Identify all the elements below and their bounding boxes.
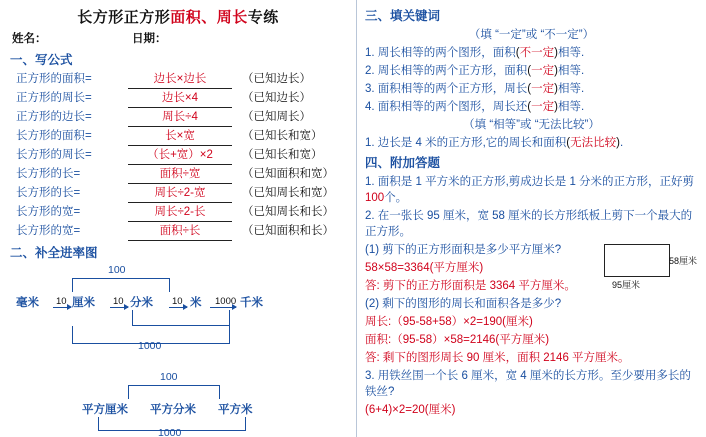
- keyword-pre: 面积相等的两个图形，周长还: [377, 101, 528, 113]
- formula-label: 长方形的面积=: [16, 130, 92, 142]
- unit-km: 千米: [240, 296, 263, 309]
- formula-row: [16, 71, 346, 89]
- keyword-number: 3.: [365, 83, 375, 95]
- question-1: [365, 174, 698, 206]
- keyword-item: 2. 周长相等的两个正方形，面积(一定)相等.: [365, 65, 585, 77]
- formula-label: 长方形的宽=: [16, 225, 81, 237]
- formula-value: 周长÷2-长: [128, 204, 232, 222]
- unit-mm: 毫米: [16, 296, 39, 309]
- right-column: [356, 0, 706, 437]
- keyword-pre: 边长是 4 米的正方形,它的周长和面积: [377, 137, 567, 149]
- step-arrow-4: [210, 307, 236, 308]
- formula-value: 周长÷2-宽: [128, 185, 232, 203]
- formula-row: [16, 223, 346, 241]
- unit-sq-m: 平方米: [218, 403, 253, 416]
- keyword-post: .: [619, 137, 624, 149]
- formula-note: （已知边长）: [242, 73, 311, 85]
- formula-note: （已知面积和长）: [242, 225, 334, 237]
- question-2b-calc-area: 面积:（95-58）×58=2146(平方厘米): [365, 334, 550, 346]
- span-top-box-1: [72, 278, 170, 292]
- keyword-post: 相等.: [557, 47, 585, 59]
- keyword-number: 1.: [365, 47, 375, 59]
- formula-label: 长方形的长=: [16, 168, 81, 180]
- formula-label: 正方形的面积=: [16, 73, 92, 85]
- unit-m: 米: [190, 296, 202, 309]
- unit-dm: 分米: [130, 296, 153, 309]
- keyword-item: 1. 周长相等的两个图形，面积(不一定)相等.: [365, 47, 585, 59]
- keyword-answer: 一定: [531, 83, 555, 95]
- keyword-pre: 周长相等的两个图形，面积: [377, 47, 516, 59]
- area-span-box-1: [128, 385, 220, 399]
- step-arrow-3: [169, 307, 187, 308]
- formula-note: （已知边长）: [242, 92, 311, 104]
- formula-value: （长+宽）×2: [128, 147, 232, 165]
- step-arrow-2: [110, 307, 128, 308]
- question-2: 2. 在一张长 95 厘米，宽 58 厘米的长方形纸板上剪下一个最大的正方形。: [365, 210, 693, 238]
- formula-row: [16, 204, 346, 222]
- formula-value: 面积÷长: [128, 223, 232, 241]
- question-2a: (1) 剪下的正方形面积是多少平方厘米?: [365, 244, 562, 256]
- formula-row: [16, 147, 346, 165]
- keyword-post: 相等.: [557, 65, 585, 77]
- title-part-2: 面积、周长: [170, 9, 248, 26]
- formula-label: 正方形的周长=: [16, 92, 92, 104]
- area-step-label: 100: [160, 370, 178, 383]
- question-2b-answer: 答: 剩下的图形周长 90 厘米，面积 2146 平方厘米。: [365, 352, 630, 364]
- formula-row: [16, 128, 346, 146]
- formula-value: 长×宽: [128, 128, 232, 146]
- formula-note: （已知面积和宽）: [242, 168, 334, 180]
- student-info-line: [12, 30, 346, 46]
- section-1-heading: 一、写公式: [10, 53, 73, 67]
- keyword-number: 1.: [365, 137, 375, 149]
- formula-row: [16, 90, 346, 108]
- step-label-2: 10: [113, 295, 124, 307]
- rectangle-width-label: 95厘米: [612, 280, 641, 290]
- name-label: 姓名：: [12, 33, 47, 45]
- unit-sq-dm: 平方分米: [150, 403, 196, 416]
- formula-note: （已知周长）: [242, 111, 311, 123]
- fill-hint-2: （填 “相等”或 “无法比较”）: [463, 119, 600, 131]
- title-part-3: 专练: [247, 9, 279, 26]
- question-1-text: 1. 面积是 1 平方米的正方形,剪成边长是 1 分米的正方形，正好剪: [365, 176, 695, 188]
- formula-row: [16, 185, 346, 203]
- title-part-1: 长方形正方形: [77, 9, 171, 26]
- formula-label: 长方形的长=: [16, 187, 81, 199]
- unit-sq-cm: 平方厘米: [82, 403, 128, 416]
- question-1-tail: 个。: [384, 192, 408, 204]
- section-4-heading: 四、附加答题: [365, 156, 441, 170]
- fill-hint-1: （填 “一定”或 “不一定”）: [468, 29, 595, 41]
- span-bottom-label: 1000: [138, 339, 162, 352]
- keyword-answer: 不一定: [519, 47, 555, 59]
- question-1-answer: 100: [365, 192, 385, 204]
- keyword-number: 2.: [365, 65, 375, 77]
- formula-label: 正方形的边长=: [16, 111, 92, 123]
- keyword-answer: 一定: [531, 65, 555, 77]
- keyword-answer: 一定: [531, 101, 555, 113]
- rectangle-shape: [604, 244, 670, 277]
- page-title: [10, 6, 346, 27]
- formula-list: [16, 71, 346, 241]
- keyword-number: 4.: [365, 101, 375, 113]
- formula-row: [16, 109, 346, 127]
- keyword-answer: 无法比较: [570, 137, 617, 149]
- length-unit-diagram: [10, 264, 340, 379]
- formula-note: （已知周长和长）: [242, 206, 334, 218]
- formula-value: 边长×边长: [128, 71, 232, 89]
- step-label-3: 10: [172, 295, 183, 307]
- date-label: 日期：: [132, 33, 167, 45]
- question-2a-calc: 58×58=3364(平方厘米): [365, 262, 484, 274]
- rectangle-height-label: 58厘米: [668, 256, 697, 266]
- question-3: 3. 用铁丝围一个长 6 厘米，宽 4 厘米的长方形。至少要用多长的铁丝?: [365, 370, 691, 398]
- question-2b: (2) 剩下的图形的周长和面积各是多少?: [365, 298, 562, 310]
- question-2a-answer: 答: 剪下的正方形面积是 3364 平方厘米。: [365, 280, 576, 292]
- section-2-heading: 二、补全进率图: [10, 245, 98, 260]
- unit-cm: 厘米: [72, 296, 95, 309]
- span-top-label-1: 100: [108, 263, 126, 276]
- formula-label: 长方形的宽=: [16, 206, 81, 218]
- step-arrow-1: [53, 307, 71, 308]
- keyword-post: 相等.: [557, 101, 585, 113]
- formula-note: （已知长和宽）: [242, 130, 323, 142]
- step-label-4: 1000: [215, 295, 237, 307]
- formula-note: （已知周长和宽）: [242, 187, 334, 199]
- formula-label: 长方形的周长=: [16, 149, 92, 161]
- formula-row: [16, 166, 346, 184]
- section-3-heading: 三、填关键词: [365, 9, 441, 23]
- keyword-item-5: 1. 边长是 4 米的正方形,它的周长和面积(无法比较).: [365, 137, 624, 149]
- keyword-pre: 面积相等的两个正方形，周长: [377, 83, 528, 95]
- formula-value: 面积÷宽: [128, 166, 232, 184]
- span-top-box-2: [132, 310, 230, 326]
- keyword-pre: 周长相等的两个正方形，面积: [377, 65, 528, 77]
- formula-value: 周长÷4: [128, 109, 232, 127]
- keyword-post: 相等.: [557, 83, 585, 95]
- question-3-calc: (6+4)×2=20(厘米): [365, 404, 456, 416]
- area-unit-diagram: [10, 370, 340, 437]
- question-2b-calc-perimeter: 周长:（95-58+58）×2=190(厘米): [365, 316, 533, 328]
- left-column: [0, 0, 352, 437]
- step-label-1: 10: [56, 295, 67, 307]
- formula-value: 边长×4: [128, 90, 232, 108]
- rectangle-figure: [604, 242, 696, 288]
- formula-note: （已知长和宽）: [242, 149, 323, 161]
- area-span-label: 1000: [158, 426, 182, 437]
- keyword-item: 4. 面积相等的两个图形，周长还(一定)相等.: [365, 101, 585, 113]
- keyword-item: 3. 面积相等的两个正方形，周长(一定)相等.: [365, 83, 585, 95]
